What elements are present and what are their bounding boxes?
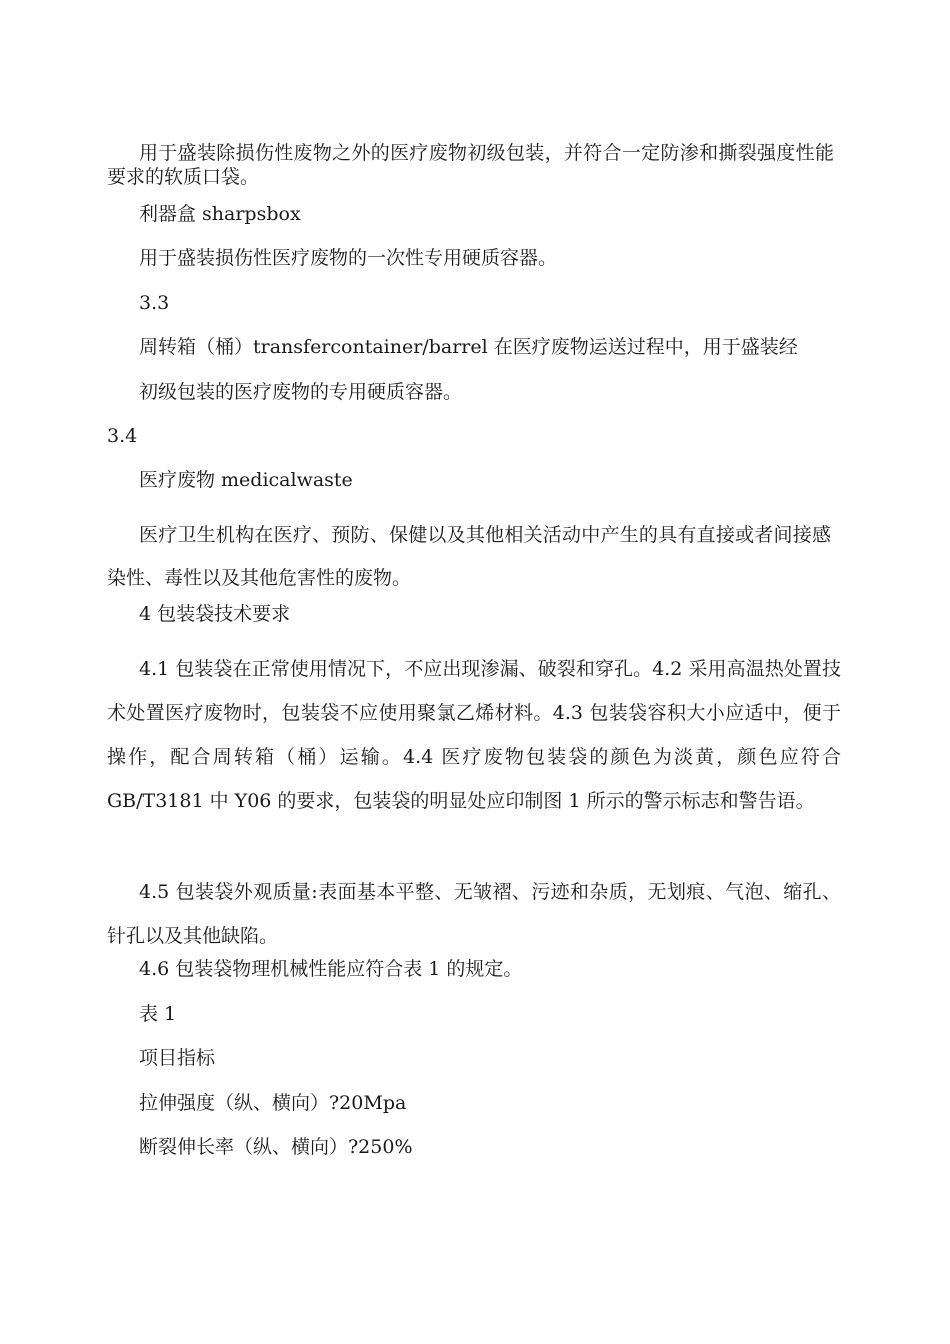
paragraph-requirements-4-1-to-4-4: 4.1 包装袋在正常使用情况下，不应出现渗漏、破裂和穿孔。4.2 采用高温热处置技术处置医疗废物时，包装袋不应使用聚氯乙烯材料。4.3 包装袋容积大小应适中，便于操作，配合周转箱（桶）运输。4.4 医疗废物包装袋的颜色为淡黄，颜色应符合 GB/T3181 中 Y06 的要求，包装袋的明显处应印制图 1 所示的警示标志和警告语。 bbox=[107, 658, 841, 812]
paragraph-requirement-4-6: 4.6 包装袋物理机械性能应符合表 1 的规定。 bbox=[139, 958, 523, 980]
term-medical-waste: 医疗废物 medicalwaste bbox=[139, 469, 353, 491]
table-row-elongation: 断裂伸长率（纵、横向）?250% bbox=[139, 1136, 413, 1158]
term-transfer-container: 周转箱（桶）transfercontainer/barrel 在医疗废物运送过程中，用于盛装经 bbox=[139, 336, 798, 358]
table-caption: 表 1 bbox=[139, 1003, 177, 1025]
section-number-3-4: 3.4 bbox=[107, 425, 138, 447]
paragraph-soft-bag-definition: 用于盛装除损伤性废物之外的医疗废物初级包装，并符合一定防渗和撕裂强度性能要求的软质口袋。 bbox=[107, 142, 834, 188]
paragraph-transfer-container-definition: 初级包装的医疗废物的专用硬质容器。 bbox=[139, 381, 463, 403]
table-row-tensile-strength: 拉伸强度（纵、横向）?20Mpa bbox=[139, 1092, 407, 1114]
table-header-row: 项目指标 bbox=[139, 1047, 216, 1069]
section-number-3-3: 3.3 bbox=[139, 292, 170, 314]
term-sharps-box: 利器盒 sharpsbox bbox=[139, 203, 301, 225]
paragraph-sharps-box-definition: 用于盛装损伤性医疗废物的一次性专用硬质容器。 bbox=[139, 247, 558, 269]
paragraph-medical-waste-definition: 医疗卫生机构在医疗、预防、保健以及其他相关活动中产生的具有直接或者间接感染性、毒性以及其他危害性的废物。 bbox=[107, 524, 831, 589]
heading-section-4: 4 包装袋技术要求 bbox=[139, 603, 291, 625]
paragraph-requirement-4-5: 4.5 包装袋外观质量:表面基本平整、无皱褶、污迹和杂质，无划痕、气泡、缩孔、针孔以及其他缺陷。 bbox=[107, 881, 841, 947]
